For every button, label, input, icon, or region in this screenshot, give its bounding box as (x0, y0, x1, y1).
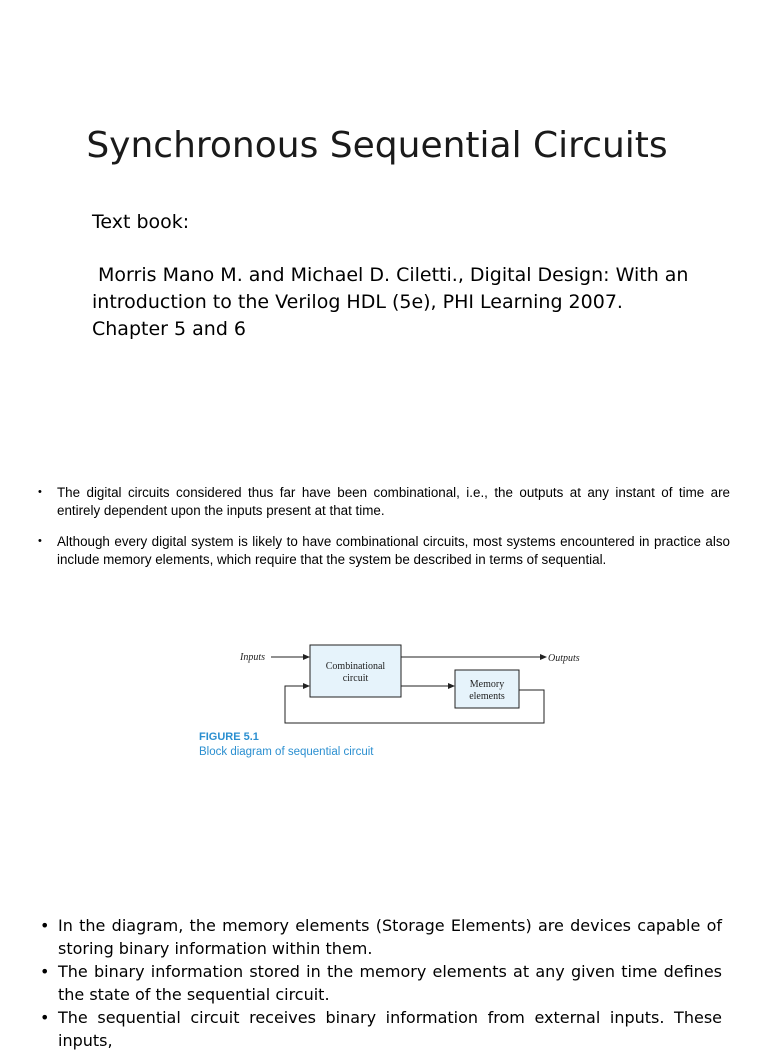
list-item (38, 1006, 722, 1052)
bullet-icon: • (40, 1008, 50, 1027)
combinational-label: Combinational (325, 661, 386, 672)
figure-caption-number: FIGURE 5.1 (199, 731, 259, 743)
bullet-text: In the diagram, the memory elements (Storage Elements) are devices capable of storing binary information within them. (58, 916, 722, 958)
slide-title: Synchronous Sequential Circuits (86, 125, 668, 166)
list-item (38, 914, 722, 960)
bullet-text: The binary information stored in the memory elements at any given time defines the state of the sequential circuit. (58, 962, 722, 1004)
textbook-reference (92, 262, 712, 343)
reference-line: Morris Mano M. and Michael D. Ciletti., Digital Design: With an (92, 264, 689, 286)
bullet-icon: • (40, 962, 50, 981)
intro-bullet-list (38, 484, 730, 582)
memory-label: elements (469, 691, 505, 702)
bullet-text: Although every digital system is likely to have combinational circuits, most systems encountered in practice also include memory elements, which require that the system be described in terms of sequential. (57, 534, 730, 567)
bullet-icon: • (38, 535, 42, 547)
textbook-label: Text book: (92, 211, 190, 233)
outputs-label: Outputs (548, 653, 580, 664)
bullet-icon: • (40, 916, 50, 935)
bullet-text: The digital circuits considered thus far have been combinational, i.e., the outputs at any instant of time are entirely dependent upon the inputs present at that time. (57, 485, 730, 518)
reference-line: Chapter 5 and 6 (92, 318, 247, 340)
list-item (38, 484, 730, 519)
reference-line: introduction to the Verilog HDL (5e), PHI Learning 2007. (92, 291, 623, 313)
list-item (38, 533, 730, 568)
memory-label: Memory (469, 679, 505, 690)
bullet-text: The sequential circuit receives binary information from external inputs. These inputs, (58, 1008, 722, 1050)
inputs-label: Inputs (240, 652, 265, 663)
figure-caption-text: Block diagram of sequential circuit (199, 746, 374, 758)
bullet-icon: • (38, 486, 42, 498)
list-item (38, 960, 722, 1006)
state-bullet-list (38, 914, 722, 1052)
combinational-label: circuit (342, 673, 369, 684)
